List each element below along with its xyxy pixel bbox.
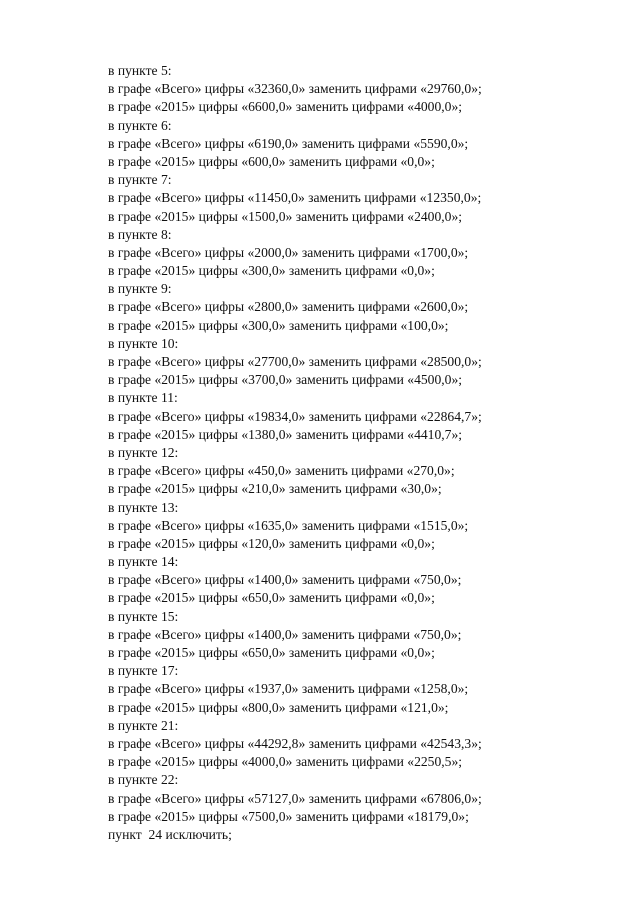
text-line: в графе «2015» цифры «1500,0» заменить цифрами «2400,0»; xyxy=(108,208,463,224)
text-line: в графе «Всего» цифры «57127,0» заменить цифрами «67806,0»; xyxy=(108,790,482,806)
text-line: в графе «2015» цифры «120,0» заменить цифрами «0,0»; xyxy=(108,535,435,551)
text-line: в графе «Всего» цифры «19834,0» заменить цифрами «22864,7»; xyxy=(108,408,482,424)
text-line: в пункте 6: xyxy=(108,117,172,133)
text-line: в графе «Всего» цифры «44292,8» заменить цифрами «42543,3»; xyxy=(108,735,482,751)
text-line: в графе «2015» цифры «600,0» заменить цифрами «0,0»; xyxy=(108,153,435,169)
text-line: в графе «Всего» цифры «32360,0» заменить цифрами «29760,0»; xyxy=(108,81,482,97)
text-line: в графе «Всего» цифры «2800,0» заменить цифрами «2600,0»; xyxy=(108,299,469,315)
text-line: в графе «2015» цифры «3700,0» заменить цифрами «4500,0»; xyxy=(108,372,463,388)
text-line: в пункте 13: xyxy=(108,499,179,515)
text-line: в пункте 11: xyxy=(108,390,178,406)
text-line: в графе «Всего» цифры «2000,0» заменить цифрами «1700,0»; xyxy=(108,244,469,260)
text-line: в пункте 17: xyxy=(108,663,179,679)
text-line: в графе «2015» цифры «210,0» заменить цифрами «30,0»; xyxy=(108,481,442,497)
text-line: в графе «2015» цифры «6600,0» заменить цифрами «4000,0»; xyxy=(108,99,463,115)
text-line: в графе «2015» цифры «650,0» заменить цифрами «0,0»; xyxy=(108,590,435,606)
text-line: в графе «Всего» цифры «450,0» заменить цифрами «270,0»; xyxy=(108,463,455,479)
document-body xyxy=(108,62,608,844)
text-line: в пункте 10: xyxy=(108,335,179,351)
text-line: в пункте 15: xyxy=(108,608,179,624)
text-line: пункт 24 исключить; xyxy=(108,826,232,842)
text-line: в графе «Всего» цифры «11450,0» заменить цифрами «12350,0»; xyxy=(108,190,482,206)
text-line: в пункте 8: xyxy=(108,226,172,242)
text-line: в графе «2015» цифры «300,0» заменить цифрами «0,0»; xyxy=(108,263,435,279)
text-line: в пункте 5: xyxy=(108,63,172,78)
text-line: в графе «Всего» цифры «1400,0» заменить цифрами «750,0»; xyxy=(108,626,462,642)
text-line: в пункте 12: xyxy=(108,444,179,460)
text-line: в пункте 21: xyxy=(108,717,179,733)
text-line: в пункте 14: xyxy=(108,554,179,570)
text-line: в пункте 7: xyxy=(108,172,172,188)
text-line: в графе «Всего» цифры «1635,0» заменить цифрами «1515,0»; xyxy=(108,517,469,533)
text-line: в графе «2015» цифры «650,0» заменить цифрами «0,0»; xyxy=(108,645,435,660)
text-line: в графе «Всего» цифры «1400,0» заменить цифрами «750,0»; xyxy=(108,572,462,588)
text-line: в пункте 22: xyxy=(108,772,179,788)
text-line: в графе «2015» цифры «300,0» заменить цифрами «100,0»; xyxy=(108,317,449,333)
text-line: в графе «Всего» цифры «1937,0» заменить цифрами «1258,0»; xyxy=(108,681,469,697)
text-line: в графе «Всего» цифры «6190,0» заменить цифрами «5590,0»; xyxy=(108,135,469,151)
text-line: в пункте 9: xyxy=(108,281,172,297)
text-line: в графе «Всего» цифры «27700,0» заменить цифрами «28500,0»; xyxy=(108,354,482,369)
text-line: в графе «2015» цифры «800,0» заменить цифрами «121,0»; xyxy=(108,699,449,715)
text-line: в графе «2015» цифры «4000,0» заменить цифрами «2250,5»; xyxy=(108,754,463,770)
text-line: в графе «2015» цифры «1380,0» заменить цифрами «4410,7»; xyxy=(108,426,463,442)
text-line: в графе «2015» цифры «7500,0» заменить цифрами «18179,0»; xyxy=(108,808,469,824)
